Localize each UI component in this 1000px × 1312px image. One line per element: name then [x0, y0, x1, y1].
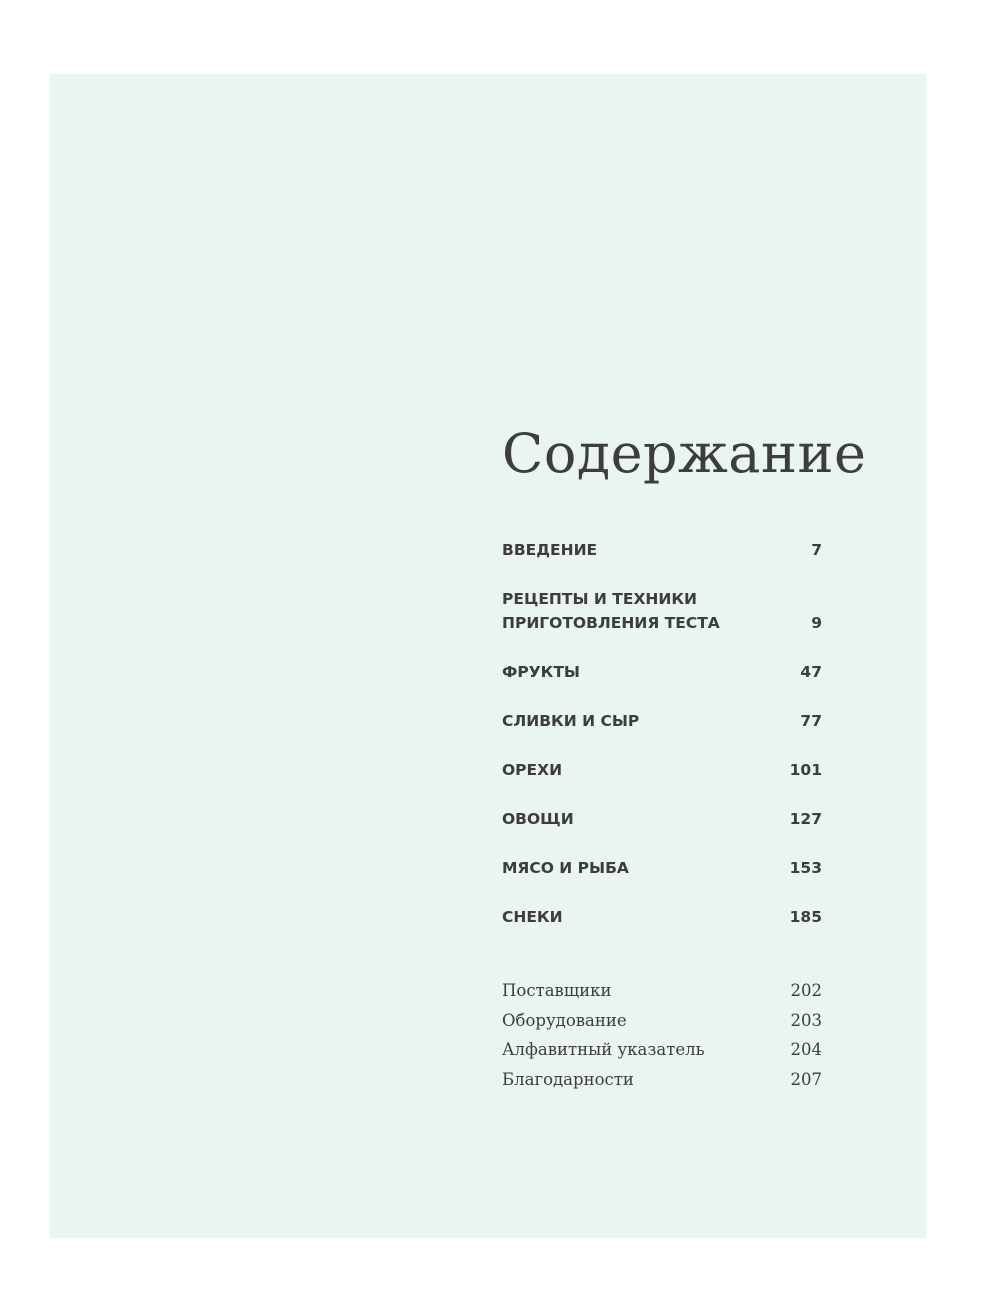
toc-entry-title: ВВЕДЕНИЕ [502, 541, 598, 559]
toc-appendix-title: Оборудование [502, 1010, 627, 1030]
toc-entry-page: 153 [789, 859, 822, 877]
toc-entry-title: РЕЦЕПТЫ И ТЕХНИКИ ПРИГОТОВЛЕНИЯ ТЕСТА [502, 590, 720, 632]
toc-entry[interactable] [502, 905, 822, 929]
toc-entry-title: МЯСО И РЫБА [502, 859, 629, 877]
toc-entry[interactable] [502, 807, 822, 831]
toc-entry[interactable] [502, 758, 822, 782]
toc-entry[interactable] [502, 587, 822, 635]
toc-appendix-page: 207 [790, 1069, 822, 1089]
toc-entry-page: 7 [811, 541, 822, 559]
toc-entry-title: ОВОЩИ [502, 810, 574, 828]
toc-appendix-page: 202 [790, 981, 822, 1000]
toc-title: Содержание [502, 422, 867, 485]
toc-entry[interactable] [502, 538, 822, 562]
toc-entry-page: 77 [800, 712, 822, 730]
toc-entry-page: 47 [800, 663, 822, 681]
toc-entry[interactable] [502, 709, 822, 733]
toc-entry-title: ОРЕХИ [502, 761, 563, 779]
toc-entry-page: 9 [811, 614, 822, 632]
toc-appendix-page: 203 [790, 1010, 822, 1030]
table-of-contents [502, 418, 867, 1089]
toc-appendix-page: 204 [790, 1040, 822, 1059]
toc-appendix-entry[interactable] [502, 1006, 822, 1036]
toc-entry-page: 185 [789, 908, 822, 926]
toc-entry-title: ФРУКТЫ [502, 663, 580, 681]
toc-entry-page: 127 [789, 810, 822, 828]
toc-appendix-title: Алфавитный указатель [502, 1040, 705, 1059]
toc-appendix-title: Благодарности [502, 1069, 634, 1089]
toc-appendix-entry[interactable] [502, 976, 822, 1006]
toc-entry-title: СЛИВКИ И СЫР [502, 712, 640, 730]
toc-appendix-title: Поставщики [502, 981, 612, 1000]
toc-entry-title: СНЕКИ [502, 908, 563, 926]
toc-entry[interactable] [502, 660, 822, 684]
toc-entry[interactable] [502, 856, 822, 880]
toc-appendix-entry[interactable] [502, 1035, 822, 1065]
appendix-list [502, 976, 822, 1094]
toc-entry-page: 101 [789, 761, 822, 779]
toc-appendix-entry[interactable] [502, 1065, 822, 1095]
